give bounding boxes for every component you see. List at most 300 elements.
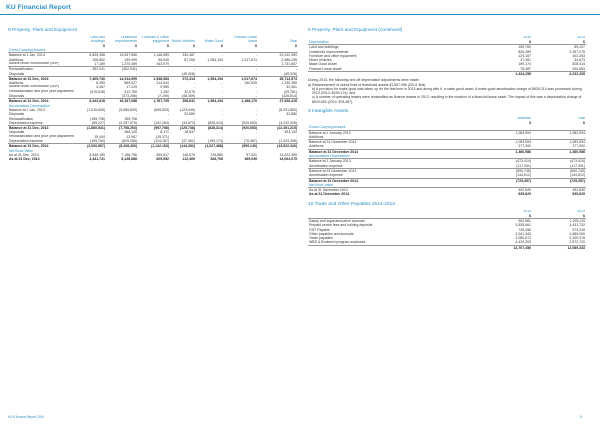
value-cell: (373,256)	[122, 94, 137, 99]
report-header	[0, 0, 600, 16]
value-cell: 8,128,688	[121, 157, 137, 162]
subsection-label: Accumulated Depreciation	[9, 103, 50, 108]
column-header: Furniture & Office equipment	[141, 36, 169, 43]
value-cell: 15,404	[94, 134, 105, 139]
value-cell: -	[221, 85, 223, 90]
value-cell: (7,758,203)	[106, 126, 138, 131]
value-cell: 1,293,119	[532, 218, 586, 223]
unit-cell: $	[529, 39, 531, 44]
right-column	[308, 28, 586, 250]
value-cell: (2,000,897)	[76, 144, 106, 149]
value-cell: 108,852	[92, 57, 105, 62]
value-cell: (590,745)	[532, 168, 586, 173]
row-label: Reclassification and prior year adjustment	[9, 89, 74, 93]
value-cell: 452,941	[76, 67, 106, 72]
value-cell: -	[255, 71, 257, 76]
value-cell: (29,781)	[283, 89, 297, 94]
value-cell: 1,083,594	[532, 130, 586, 135]
value-cell: 726,496	[518, 227, 531, 232]
value-cell: (1,615,606)	[87, 107, 105, 112]
value-cell: 1,370,089	[121, 62, 137, 66]
value-cell: 13,707,456	[478, 245, 532, 250]
unit-cell: $	[529, 213, 531, 218]
value-cell: 34,673	[574, 58, 585, 63]
value-cell: 550,817	[156, 152, 169, 157]
value-cell: 14,004,075	[279, 157, 297, 162]
column-header: Make Good	[204, 38, 223, 43]
value-cell: 829,289	[518, 49, 531, 54]
ppe-cont-section	[308, 28, 586, 104]
value-cell: -	[221, 107, 223, 112]
row-label: Disposals	[9, 94, 25, 99]
column-header: Total	[577, 117, 585, 121]
unit-cell: $	[583, 120, 585, 125]
subsection-label: Gross Carrying Amount	[9, 48, 46, 53]
value-cell: (1,860,541)	[76, 126, 106, 131]
value-cell: 12,967	[126, 134, 137, 139]
value-cell: (37,361)	[181, 139, 195, 144]
value-cell: 828,314	[572, 62, 585, 67]
value-cell: (45,328)	[181, 71, 195, 76]
column-header: Land and buildings	[90, 36, 105, 43]
value-cell: 17,229	[126, 85, 137, 90]
value-cell: 12,069,333	[532, 245, 586, 250]
value-cell: (452,941)	[106, 67, 138, 72]
row-label: Balance at 1 Jan, 2013	[9, 107, 45, 112]
value-cell: -	[255, 107, 257, 112]
note-b: b) A provision for make good was taken up for the first time in 2013 and along with it, a make good asset. A make good amortisation charge of $628,314 was processed during 2013 (2014: $199,174); and	[312, 86, 582, 96]
value-cell: -	[167, 112, 169, 117]
value-cell: 56,545	[158, 57, 169, 62]
value-cell: (725,357)	[532, 178, 586, 183]
value-cell: (125,738)	[170, 126, 196, 131]
value-cell: 9,985	[160, 85, 169, 90]
row-label: Additions	[309, 144, 324, 149]
value-cell: -	[221, 94, 223, 99]
value-cell: (4,232,205)	[279, 120, 297, 125]
value-cell: (34,673)	[181, 120, 195, 125]
unit-cell: $	[193, 43, 195, 48]
value-cell: 102,263	[572, 53, 585, 58]
value-cell: 1,083,594	[478, 140, 532, 145]
value-cell: 6,442,618	[76, 99, 106, 104]
value-cell: 277,392	[572, 144, 585, 149]
column-header: 2014	[523, 209, 531, 213]
value-cell: 920,653	[572, 66, 585, 71]
row-label: Reclassification	[9, 116, 34, 121]
value-cell: 1,148,659	[138, 53, 170, 58]
value-cell: 1,017,674	[224, 76, 258, 81]
unit-cell: $	[135, 43, 137, 48]
value-cell: 155,708	[124, 116, 137, 121]
row-label: Trade payables	[309, 236, 333, 241]
value-cell: (155,760)	[90, 139, 105, 144]
value-cell: 277,392	[518, 144, 531, 149]
value-cell: 272,414	[170, 76, 196, 81]
value-cell: -	[583, 134, 585, 139]
value-cell: 3,535,661	[515, 223, 531, 228]
row-label: As at 31 Dec, 2013	[9, 152, 39, 157]
row-label: Additions	[9, 57, 24, 62]
value-cell: (1,424,258)	[279, 139, 297, 144]
value-cell: 1,168,179	[224, 99, 258, 104]
row-label: Balance at 31 December 2014	[308, 178, 478, 183]
row-label: Balance at 31 December 2013	[308, 140, 478, 145]
value-cell: (134,612)	[516, 173, 531, 178]
value-cell: -	[135, 71, 137, 76]
value-cell: -	[224, 67, 258, 72]
value-cell: -	[135, 112, 137, 117]
value-cell: -	[255, 116, 257, 121]
unit-cell: $	[295, 43, 297, 48]
row-label: Balance at 31 Dec, 2013	[8, 76, 76, 81]
value-cell: (828,314)	[208, 120, 223, 125]
value-cell: (428,814)	[282, 94, 297, 99]
value-cell: 635,629	[518, 192, 531, 197]
table-row	[308, 192, 586, 196]
ppe-cont-table	[308, 36, 586, 76]
value-cell: 32,576	[184, 89, 195, 94]
value-cell: -	[255, 94, 257, 99]
value-cell: 13,837,856	[106, 53, 138, 58]
row-label: Additions	[309, 134, 324, 139]
footer-text: KU 6 Annual Report 2014	[8, 415, 45, 419]
value-cell: -	[193, 62, 195, 66]
payables-section	[308, 202, 586, 250]
value-cell: 4,420,303	[515, 240, 531, 245]
value-cell: (473,414)	[532, 159, 586, 164]
value-cell: -	[167, 71, 169, 76]
value-cell: -	[295, 116, 297, 121]
value-cell: -	[196, 67, 224, 72]
row-label: Reclassification and prior year adjustment	[9, 134, 74, 138]
value-cell: 7,405,730	[76, 76, 106, 81]
value-cell: 2,209,378	[569, 236, 585, 241]
value-cell: 112,369	[182, 157, 195, 162]
value-cell: 87,255	[184, 57, 195, 62]
value-cell: (976,518)	[90, 89, 105, 94]
value-cell: 492,849	[532, 188, 586, 193]
value-cell: 32,880	[286, 112, 297, 117]
value-cell: -	[224, 53, 258, 58]
value-cell: 1,731,667	[281, 62, 297, 66]
column-header: 2014	[523, 36, 531, 39]
note-c: c) A number of operating leases were reclassified as finance leases in 2013, resulting in the creation of a financial lease asset. The impact of this was a depreciation charge of $920,653 (2014: $78,487).	[312, 95, 582, 104]
row-label: Other payables and accruals	[309, 231, 354, 236]
intangible-section	[308, 109, 586, 197]
row-label: Balance at 31 Dec, 2014	[8, 144, 76, 149]
value-cell: 526,706	[210, 157, 223, 162]
unit-cell: $	[529, 120, 531, 125]
value-cell: 14,914,999	[106, 76, 138, 81]
row-label	[308, 71, 478, 76]
intangible-title: 9 Intangible Assets	[308, 109, 349, 115]
value-cell: 8,171	[160, 130, 169, 135]
value-cell: 2,986,295	[281, 57, 297, 62]
value-cell: 2,080,672	[515, 236, 531, 241]
value-cell: 124,187	[518, 53, 531, 58]
row-label: Disposals	[9, 130, 25, 135]
row-label: Additions	[9, 81, 24, 86]
value-cell: 1,554,194	[196, 99, 224, 104]
unit-cell: $	[583, 213, 585, 218]
value-cell: (13,522,340)	[258, 144, 298, 149]
value-cell: 214,944	[156, 81, 169, 86]
value-cell: -	[295, 134, 297, 139]
value-cell: -	[103, 112, 105, 117]
value-cell: 1,767,705	[138, 99, 170, 104]
value-cell: 1,360,986	[532, 149, 586, 154]
value-cell: 4,467	[96, 85, 105, 90]
ppe-cont-title: 8 Property, Plant and Equipment (continued)	[308, 28, 403, 33]
row-label: Furniture and office equipment	[309, 53, 357, 58]
value-cell: (725,357)	[478, 178, 532, 183]
value-cell: -	[255, 89, 257, 94]
table-row	[8, 157, 298, 161]
column-header: Total	[289, 38, 297, 43]
subsection-label: Net Book Value	[9, 148, 34, 153]
value-cell: (999,140)	[224, 144, 258, 149]
value-cell: (2,257,079)	[119, 120, 137, 125]
value-cell: (117,331)	[516, 163, 531, 168]
value-cell: -	[529, 134, 531, 139]
value-cell: -	[103, 130, 105, 135]
value-cell: 366,125	[124, 130, 137, 135]
value-cell: 1,548,583	[138, 76, 170, 81]
row-label: Depreciation expense	[9, 139, 43, 144]
page-number: 8	[580, 415, 582, 419]
header-row	[8, 36, 298, 44]
value-cell: (920,653)	[224, 126, 258, 131]
value-cell: 1,424,258	[478, 71, 532, 76]
payables-title: 10 Trade and Other Payables 2014-2013	[308, 201, 395, 207]
value-cell: 625,552	[156, 157, 169, 162]
row-label: Salary and superannuation accruals	[308, 218, 478, 223]
row-label: Balance at 31 December 2013	[308, 168, 478, 173]
value-cell: 343,579	[156, 62, 169, 66]
value-cell: 150,525	[244, 81, 257, 86]
value-cell: (78,487)	[243, 139, 257, 144]
row-label: Reclassification	[8, 67, 76, 72]
value-cell: 32,880	[184, 112, 195, 117]
value-cell: -	[221, 116, 223, 121]
value-cell: -	[255, 85, 257, 90]
value-cell: (199,174)	[208, 139, 223, 144]
value-cell: -	[193, 116, 195, 121]
ppe-table	[8, 36, 298, 162]
column-header	[8, 36, 76, 44]
row-label: Make Good Asset	[309, 62, 337, 67]
value-cell: -	[221, 62, 223, 66]
value-cell: 256,631	[170, 99, 196, 104]
column-header: Leasehold improvements	[115, 36, 137, 43]
value-cell: -	[255, 62, 257, 66]
column-header: Software	[517, 117, 531, 121]
row-label: Assets under construction (WIP)	[9, 85, 60, 89]
value-cell: 1,239,355	[281, 81, 297, 86]
value-cell: (144,262)	[170, 144, 196, 149]
value-cell: (473,414)	[478, 159, 532, 164]
value-cell: 2,041,343	[515, 231, 531, 236]
value-cell: 97,001	[246, 152, 257, 157]
value-cell: -	[221, 134, 223, 139]
value-cell: (5,656,839)	[119, 107, 137, 112]
value-cell: (997,766)	[138, 126, 170, 131]
value-cell: 1,083,594	[478, 130, 532, 135]
value-cell: 16,337,088	[106, 99, 138, 104]
value-cell: -	[103, 71, 105, 76]
value-cell: 1,017,674	[241, 57, 257, 62]
value-cell: 169,039	[244, 157, 257, 162]
value-cell: -	[221, 71, 223, 76]
value-cell: 1,392	[160, 89, 169, 94]
value-cell: 6,825,358	[76, 53, 106, 58]
row-label: Balance at 31 Dec, 2013	[8, 126, 76, 131]
value-cell: 902,981	[478, 218, 532, 223]
ppe-notes	[308, 78, 586, 104]
value-cell: -	[138, 67, 170, 72]
value-cell: 8,359	[96, 81, 105, 86]
value-cell: 1,554,194	[196, 76, 224, 81]
value-cell: (12,491,215)	[258, 126, 298, 131]
value-cell: 573,315	[572, 227, 585, 232]
value-cell: (829,289)	[122, 139, 137, 144]
unit-cell: $	[583, 39, 585, 44]
row-label: WBS & Brokered program surpluses	[309, 240, 366, 245]
row-label: Leasehold Improvements	[309, 49, 349, 54]
value-cell: -	[193, 81, 195, 86]
value-cell: -	[103, 94, 105, 99]
value-cell: 1,689,069	[569, 231, 585, 236]
value-cell: 3,431,732	[569, 223, 585, 228]
column-header: 2013	[577, 209, 585, 213]
value-cell: (102,263)	[154, 120, 169, 125]
row-label: Disposals	[9, 112, 25, 117]
value-cell: (920,653)	[242, 120, 257, 125]
row-label: As at 31 Dec, 2014	[9, 157, 40, 162]
value-cell: (8,208,400)	[106, 144, 138, 149]
value-cell: 14,222,359	[279, 152, 297, 157]
row-label	[308, 245, 478, 250]
row-label: GST Payable	[309, 227, 330, 232]
value-cell: (89,227)	[91, 120, 105, 125]
value-cell: 1,360,986	[478, 149, 532, 154]
row-label: Balance at 1 January 2013	[308, 159, 478, 164]
payables-table	[308, 210, 586, 250]
value-cell: 32,061	[286, 85, 297, 90]
value-cell: (1,027,488)	[196, 144, 224, 149]
value-cell: (695,503)	[154, 107, 169, 112]
row-label: Balance at 1 January 2013	[308, 130, 478, 135]
value-cell: 7,156,796	[121, 152, 137, 157]
value-cell: -	[221, 112, 223, 117]
value-cell: 27,526,415	[258, 99, 298, 104]
value-cell: (1,142,153)	[138, 144, 170, 149]
value-cell: -	[221, 130, 223, 135]
value-cell: (155,708)	[90, 116, 105, 121]
value-cell: (45,328)	[283, 71, 297, 76]
value-cell: 230,487	[170, 53, 196, 58]
value-cell: (8,291,880)	[279, 107, 297, 112]
unit-cell: $	[103, 43, 105, 48]
value-cell: 146,676	[182, 152, 195, 157]
value-cell: -	[221, 89, 223, 94]
value-cell: -	[193, 134, 195, 139]
note-a: a) Reassessment of useful lives of leasehold assets $1,557,966 (2014: $nil)	[308, 82, 426, 87]
value-cell: (828,314)	[196, 126, 224, 131]
value-cell: 393,133	[284, 130, 297, 135]
value-cell: 492,849	[478, 188, 532, 193]
value-cell: (134,612)	[570, 173, 585, 178]
unit-cell: $	[221, 43, 223, 48]
note-intro: During 2013, the following one-off depreciation adjustments were made:	[308, 78, 420, 83]
value-cell: -	[221, 81, 223, 86]
value-cell: 18,837	[184, 130, 195, 135]
column-header: Finance Lease Asset	[234, 36, 257, 43]
value-cell: -	[255, 112, 257, 117]
value-cell: (28,371)	[155, 134, 169, 139]
row-label: Motor vehicles	[309, 58, 332, 63]
unit-cell: $	[255, 43, 257, 48]
value-cell: 865,527	[124, 81, 137, 86]
value-cell: -	[193, 85, 195, 90]
value-cell: 725,880	[210, 152, 223, 157]
units-label: Depreciation	[309, 39, 329, 44]
subsection-label: Gross Carrying Amount	[309, 125, 346, 130]
value-cell: 37,361	[520, 58, 531, 63]
value-cell: (123,945)	[180, 107, 195, 112]
row-label: As at 31 December 2014	[309, 192, 350, 197]
value-cell: 1,554,194	[207, 57, 223, 62]
value-cell: 5,545,189	[89, 152, 105, 157]
value-cell: -	[196, 53, 224, 58]
value-cell: -	[255, 134, 257, 139]
row-label: Prepaid centre fees and holding deposits	[309, 223, 373, 228]
value-cell: 1,083,594	[532, 140, 586, 145]
row-label: Balance at 31 December 2014	[308, 149, 478, 154]
value-cell: 89,227	[532, 45, 586, 50]
row-label: Assets under construction (WIP)	[9, 62, 60, 65]
table-row	[308, 71, 586, 76]
table-row	[308, 245, 586, 250]
row-label: Disposals	[9, 71, 25, 76]
subsection-label: Net Book Value	[309, 182, 334, 187]
value-cell: (48,359)	[181, 94, 195, 99]
value-cell: (124,187)	[154, 139, 169, 144]
unit-cell: $	[167, 43, 169, 48]
value-cell: 4,232,205	[532, 71, 586, 76]
row-label: As at 31 December 2013	[308, 188, 478, 193]
row-label: Land and buildings	[308, 45, 478, 50]
row-label: Amortisation expense	[309, 163, 343, 168]
value-cell: -	[258, 67, 298, 72]
value-cell: 78,487	[520, 66, 531, 71]
value-cell: 17,189	[94, 62, 105, 66]
value-cell: 4,441,721	[89, 157, 105, 162]
ppe-section	[8, 28, 298, 162]
value-cell: 912,789	[124, 89, 137, 94]
column-header: 2013	[577, 36, 585, 39]
value-cell: 155,760	[478, 45, 532, 50]
value-cell: 159,995	[124, 57, 137, 62]
value-cell: 2,872,720	[569, 240, 585, 245]
row-label: Amortisation expense	[309, 173, 343, 178]
row-label: Balance at 31 Dec, 2014	[8, 99, 76, 104]
row-label: Finance Lease Asset	[309, 66, 342, 71]
value-cell: -	[167, 116, 169, 121]
row-label: Depreciation expense	[9, 120, 43, 125]
row-label: Balance at 1 Jan, 2013	[8, 53, 76, 58]
